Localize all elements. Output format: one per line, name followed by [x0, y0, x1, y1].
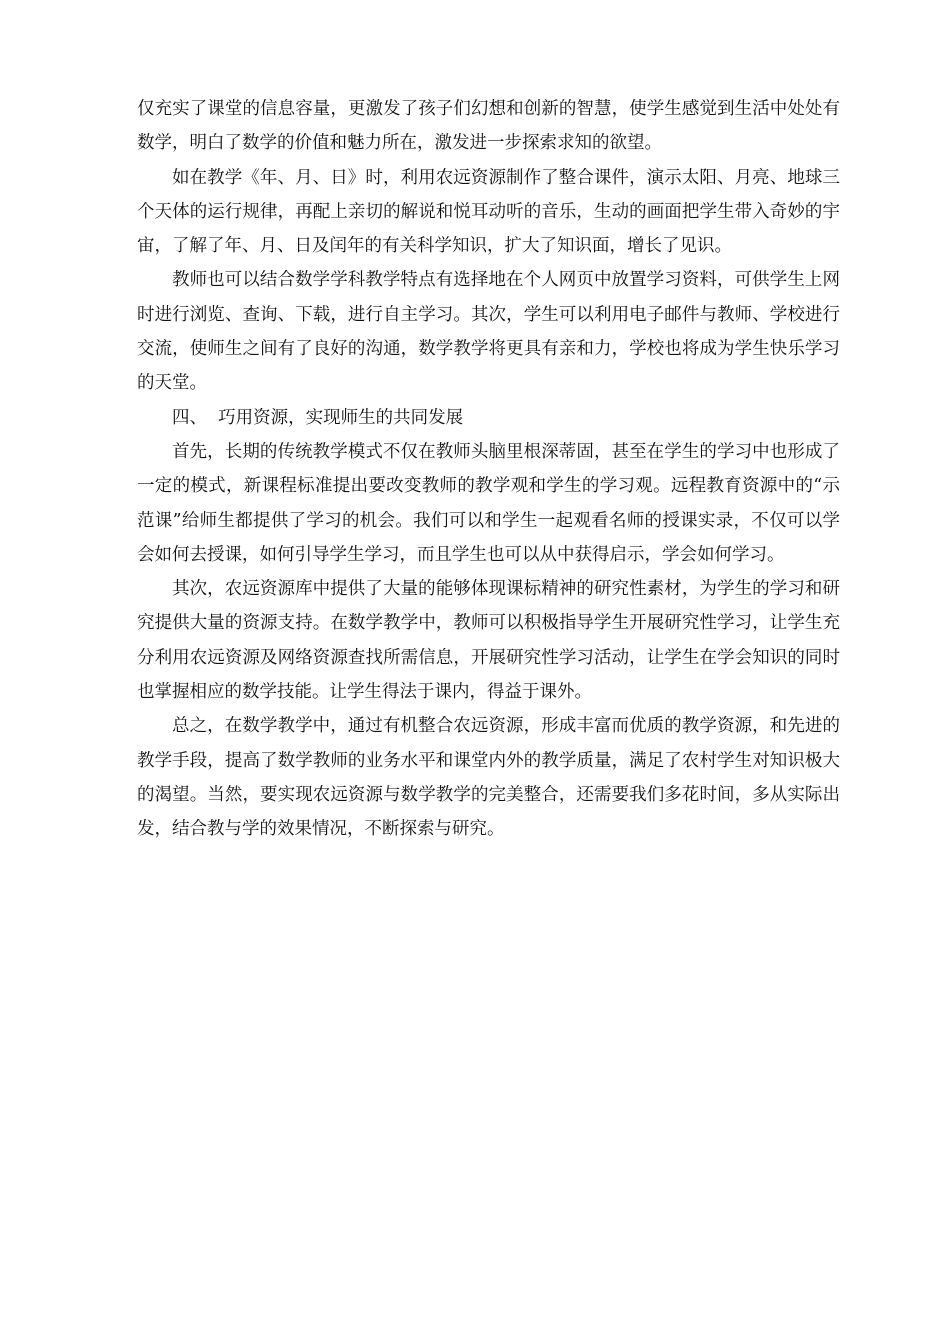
paragraph-calendar-example: 如在教学《年、月、日》时，利用农远资源制作了整合课件，演示太阳、月亮、地球三个天体的运行规律，再配上亲切的解说和悦耳动听的音乐，生动的画面把学生带入奇妙的宇宙，了解了年、月、日及闰年的有关科学知识，扩大了知识面，增长了见识。	[137, 167, 840, 257]
section-heading: 四、 巧用资源，实现师生的共同发展	[172, 407, 464, 428]
paragraph-first-point: 首先，长期的传统教学模式不仅在教师头脑里根深蒂固，甚至在学生的学习中也形成了一定的模式，新课程标准提出要改变教师的教学观和学生的学习观。远程教育资源中的“示范课”给师生都提供了学习的机会。我们可以和学生一起观看名师的授课实录，不仅可以学会如何去授课，如何引导学生学习，而且学生也可以从中获得启示，学会如何学习。	[137, 441, 840, 565]
document-body	[137, 92, 840, 847]
paragraph-teacher-webpage: 教师也可以结合数学学科教学特点有选择地在个人网页中放置学习资料，可供学生上网时进行浏览、查询、下载，进行自主学习。其次，学生可以利用电子邮件与教师、学校进行交流，使师生之间有了良好的沟通，数学教学将更具有亲和力，学校也将成为学生快乐学习的天堂。	[137, 270, 840, 394]
paragraph-continued: 仅充实了课堂的信息容量，更激发了孩子们幻想和创新的智慧，使学生感觉到生活中处处有数学，明白了数学的价值和魅力所在，激发进一步探索求知的欲望。	[137, 99, 840, 154]
paragraph-conclusion: 总之，在数学教学中，通过有机整合农远资源，形成丰富而优质的教学资源，和先进的教学手段，提高了数学教师的业务水平和课堂内外的教学质量，满足了农村学生对知识极大的渴望。当然，要实现农远资源与数学教学的完美整合，还需要我们多花时间，多从实际出发，结合教与学的效果情况，不断探索与研究。	[137, 716, 840, 840]
paragraph-second-point: 其次，农远资源库中提供了大量的能够体现课标精神的研究性素材，为学生的学习和研究提供大量的资源支持。在数学教学中，教师可以积极指导学生开展研究性学习，让学生充分利用农远资源及网络资源查找所需信息，开展研究性学习活动，让学生在学会知识的同时也掌握相应的数学技能。让学生得法于课内，得益于课外。	[137, 579, 840, 703]
